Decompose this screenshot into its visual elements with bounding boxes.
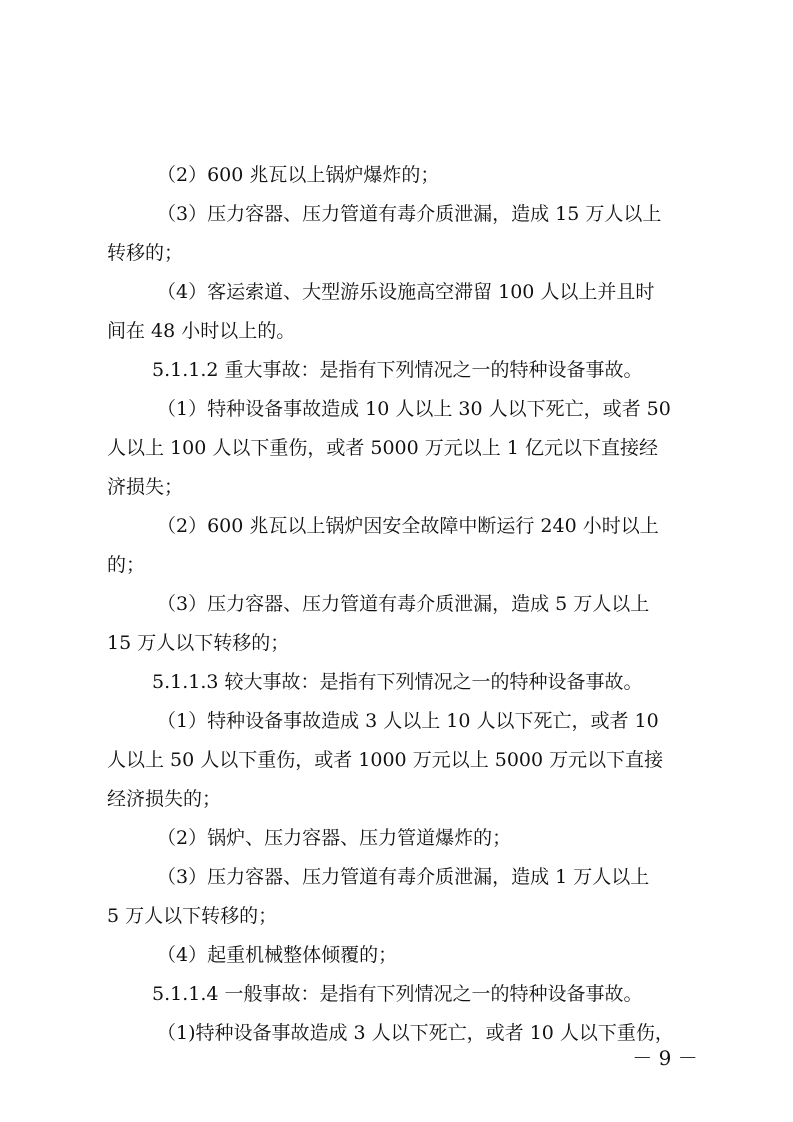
text-line: （4）客运索道、大型游乐设施高空滞留 100 人以上并且时 — [157, 281, 655, 303]
text-line: （1）特种设备事故造成 3 人以上 10 人以下死亡，或者 10 — [157, 710, 659, 732]
text-line: 经济损失的； — [107, 788, 222, 810]
page-number: － 9 － — [632, 1046, 698, 1070]
text-line: （1)特种设备事故造成 3 人以下死亡，或者 10 人以下重伤， — [157, 1022, 674, 1044]
text-line: （2）600 兆瓦以上锅炉因安全故障中断运行 240 小时以上 — [157, 515, 659, 537]
text-line: （3）压力容器、压力管道有毒介质泄漏，造成 15 万人以上 — [157, 203, 662, 225]
text-line: 转移的； — [107, 242, 184, 264]
text-line: （2）600 兆瓦以上锅炉爆炸的； — [157, 164, 440, 186]
text-line: 人以上 50 人以下重伤，或者 1000 万元以上 5000 万元以下直接 — [107, 749, 664, 771]
section-heading: 5.1.1.4 一般事故：是指有下列情况之一的特种设备事故。 — [152, 983, 643, 1005]
text-line: 的； — [107, 554, 146, 576]
text-line: （1）特种设备事故造成 10 人以上 30 人以下死亡，或者 50 — [157, 398, 671, 420]
text-line: 济损失； — [107, 476, 184, 498]
section-heading: 5.1.1.3 较大事故：是指有下列情况之一的特种设备事故。 — [152, 671, 643, 693]
document-body — [107, 156, 693, 1053]
text-line: 间在 48 小时以上的。 — [107, 320, 296, 342]
text-line: 5 万人以下转移的； — [107, 905, 278, 927]
section-heading: 5.1.1.2 重大事故：是指有下列情况之一的特种设备事故。 — [152, 359, 643, 381]
text-line: （3）压力容器、压力管道有毒介质泄漏，造成 5 万人以上 — [157, 593, 650, 615]
text-line: （3）压力容器、压力管道有毒介质泄漏，造成 1 万人以上 — [157, 866, 650, 888]
text-line: （2）锅炉、压力容器、压力管道爆炸的； — [157, 827, 512, 849]
text-line: 人以上 100 人以下重伤，或者 5000 万元以上 1 亿元以下直接经 — [107, 437, 658, 459]
text-line: 15 万人以下转移的； — [107, 632, 290, 654]
text-line: （4）起重机械整体倾覆的； — [157, 944, 398, 966]
